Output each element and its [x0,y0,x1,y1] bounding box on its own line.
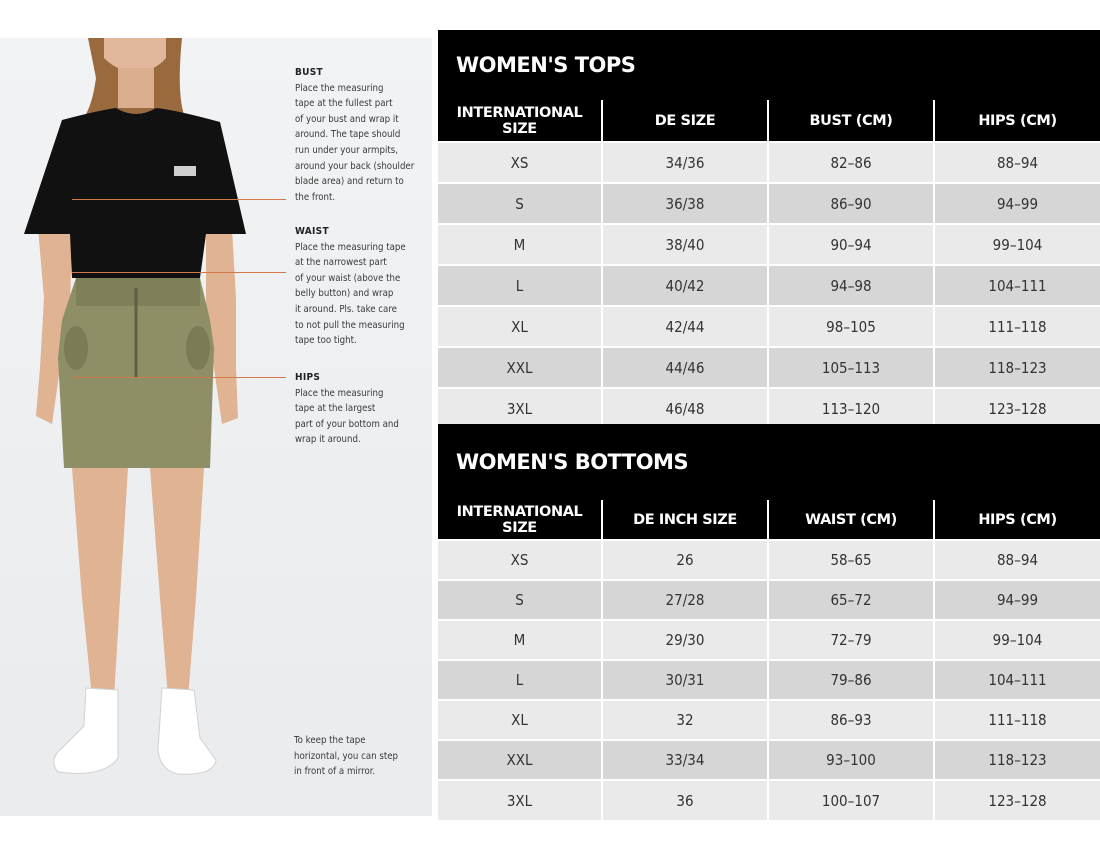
waist-cell: 58–65 [768,540,934,580]
table-row [438,265,1100,306]
hips-line: part of your bottom and [295,418,399,430]
de-size-cell: 42/44 [602,306,768,347]
bust-cell: 94–98 [768,265,934,306]
de-inch-size-cell: 33/34 [602,740,768,780]
waist-cell: 93–100 [768,740,934,780]
hips-cell: 118–123 [934,347,1100,388]
size-cell: S [438,580,602,620]
size-cell: XXL [438,347,602,388]
size-cell: L [438,660,602,700]
womens-tops-chart [438,30,1100,429]
de-size-cell: 38/40 [602,224,768,265]
bust-line: the front. [295,191,336,203]
bust-instructions [295,65,420,205]
bust-line: tape at the fullest part [295,98,393,110]
de-inch-size-cell: 30/31 [602,660,768,700]
table-row [438,740,1100,780]
bust-cell: 105–113 [768,347,934,388]
bottoms-header-cell: DE INCH SIZE [602,500,768,540]
bottoms-size-table [438,500,1100,820]
hips-cell: 123–128 [934,780,1100,820]
tops-header-row [438,100,1100,142]
bust-line: Place the measuring [295,82,384,94]
tip-line: To keep the tape [294,735,366,746]
bust-cell: 113–120 [768,388,934,429]
table-row [438,388,1100,429]
bust-line: blade area) and return to [295,176,404,188]
size-cell: XS [438,142,602,183]
hips-cell: 123–128 [934,388,1100,429]
waist-cell: 72–79 [768,620,934,660]
table-row [438,224,1100,265]
size-cell: M [438,620,602,660]
bust-line: around your back (shoulder [295,160,415,172]
hips-line: wrap it around. [295,434,361,446]
tops-header-cell: INTERNATIONAL SIZE [438,100,602,142]
tops-title: WOMEN'S TOPS [438,30,1100,100]
table-row [438,780,1100,820]
bottoms-header-cell: INTERNATIONAL SIZE [438,500,602,540]
hips-cell: 111–118 [934,700,1100,740]
waist-cell: 79–86 [768,660,934,700]
bust-line: around. The tape should [295,129,401,141]
tops-header-cell: DE SIZE [602,100,768,142]
size-cell: XL [438,306,602,347]
hips-cell: 118–123 [934,740,1100,780]
tip-line: horizontal, you can step [294,750,399,762]
bust-line: of your bust and wrap it [295,113,399,125]
waist-cell: 65–72 [768,580,934,620]
waist-line: belly button) and wrap [295,288,394,300]
waist-line: tape too tight. [295,335,357,347]
bust-cell: 90–94 [768,224,934,265]
hips-cell: 104–111 [934,660,1100,700]
size-cell: S [438,183,602,224]
de-size-cell: 46/48 [602,388,768,429]
waist-line: to not pull the measuring [295,319,405,331]
hips-cell: 111–118 [934,306,1100,347]
de-size-cell: 44/46 [602,347,768,388]
waist-cell: 86–93 [768,700,934,740]
de-inch-size-cell: 36 [602,780,768,820]
size-cell: 3XL [438,388,602,429]
bottoms-header-cell: HIPS (CM) [934,500,1100,540]
table-row [438,620,1100,660]
de-inch-size-cell: 29/30 [602,620,768,660]
waist-cell: 100–107 [768,780,934,820]
hips-line: Place the measuring [295,387,384,399]
bust-cell: 98–105 [768,306,934,347]
hips-cell: 88–94 [934,540,1100,580]
hips-cell: 99–104 [934,224,1100,265]
bust-cell: 82–86 [768,142,934,183]
waist-title: WAIST [295,226,329,237]
tops-header-cell: BUST (CM) [768,100,934,142]
waist-line: Place the measuring tape [295,241,406,253]
table-row [438,347,1100,388]
bottoms-header-row [438,500,1100,540]
de-inch-size-cell: 27/28 [602,580,768,620]
waist-line: at the narrowest part [295,257,387,269]
tops-size-table [438,100,1100,429]
womens-bottoms-chart [438,424,1100,820]
size-cell: XS [438,540,602,580]
size-cell: M [438,224,602,265]
size-cell: XXL [438,740,602,780]
table-row [438,183,1100,224]
waist-line: it around. Pls. take care [295,303,397,315]
size-cell: L [438,265,602,306]
bust-title: BUST [295,67,323,78]
tops-header-cell: HIPS (CM) [934,100,1100,142]
mirror-tip [294,733,424,780]
waist-line: of your waist (above the [295,272,401,284]
de-inch-size-cell: 32 [602,700,768,740]
size-cell: XL [438,700,602,740]
table-row [438,700,1100,740]
table-row [438,142,1100,183]
model-photo-panel [0,38,432,816]
hips-line: tape at the largest [295,403,376,415]
size-cell: 3XL [438,780,602,820]
table-row [438,580,1100,620]
de-size-cell: 40/42 [602,265,768,306]
waist-guide-line [72,272,286,273]
bust-cell: 86–90 [768,183,934,224]
waist-instructions [295,224,420,349]
bottoms-title: WOMEN'S BOTTOMS [438,424,1100,500]
de-inch-size-cell: 26 [602,540,768,580]
hips-cell: 94–99 [934,580,1100,620]
de-size-cell: 36/38 [602,183,768,224]
table-row [438,306,1100,347]
hips-cell: 94–99 [934,183,1100,224]
bottoms-header-cell: WAIST (CM) [768,500,934,540]
hips-cell: 104–111 [934,265,1100,306]
de-size-cell: 34/36 [602,142,768,183]
bust-line: run under your armpits, [295,144,398,156]
hips-title: HIPS [295,372,321,383]
tip-line: in front of a mirror. [294,766,376,778]
hips-cell: 99–104 [934,620,1100,660]
model-illustration [0,38,300,816]
table-row [438,540,1100,580]
table-row [438,660,1100,700]
hips-cell: 88–94 [934,142,1100,183]
hips-instructions [295,370,420,448]
bust-guide-line [72,199,286,200]
hips-guide-line [72,377,286,378]
